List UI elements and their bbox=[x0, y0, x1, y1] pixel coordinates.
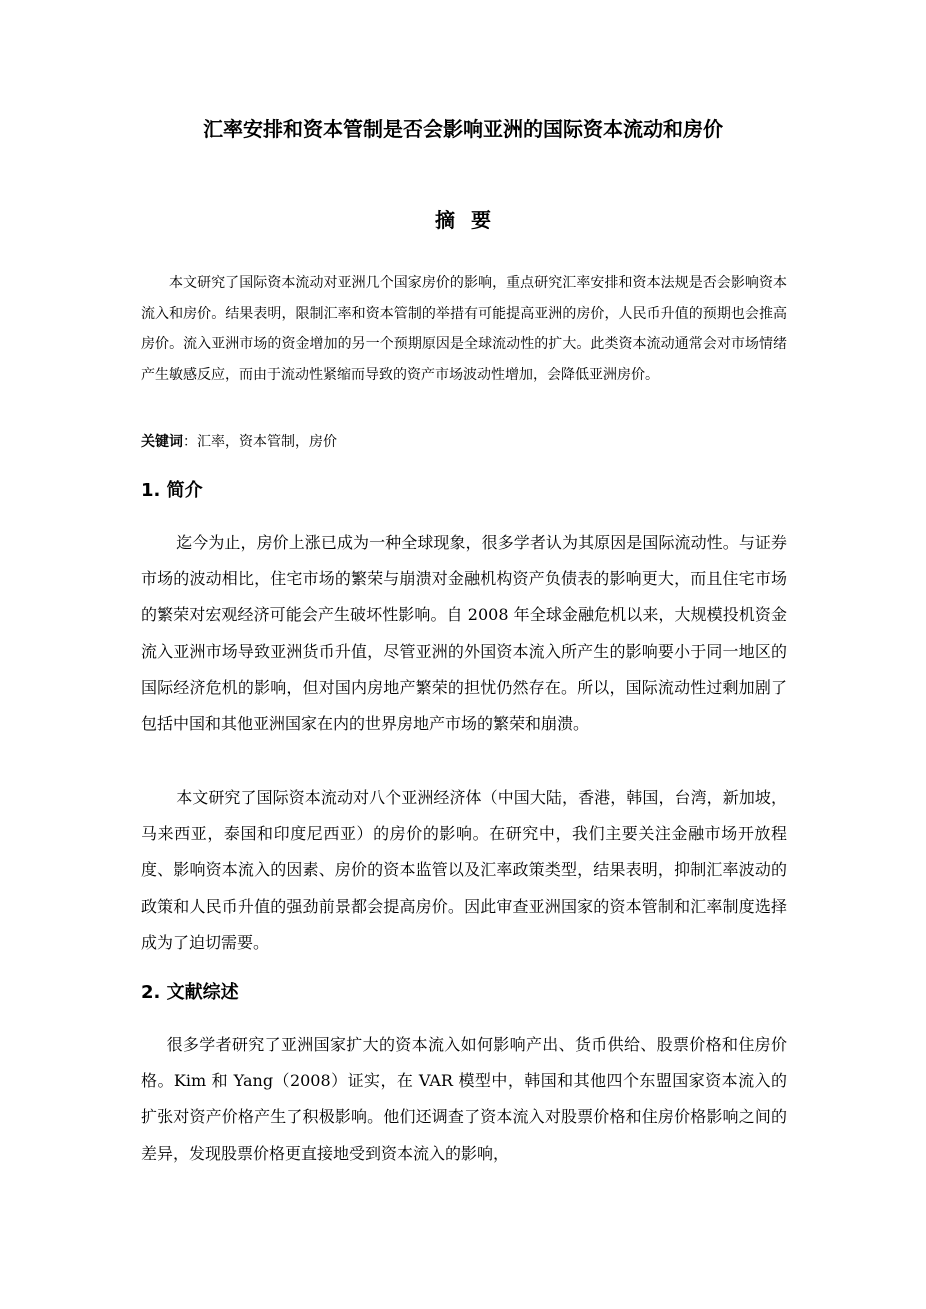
keywords-line bbox=[141, 427, 787, 457]
literature-review-paragraph-1: 很多学者研究了亚洲国家扩大的资本流入如何影响产出、货币供给、股票价格和住房价格。Kim 和 Yang（2008）证实，在 VAR 模型中，韩国和其他四个东盟国家资本流入的扩张对资产价格产生了积极影响。他们还调查了资本流入对股票价格和住房价格影响之间的差异，发现股票价格更直接地受到资本流入的影响， bbox=[141, 1035, 787, 1163]
introduction-paragraph-2: 本文研究了国际资本流动对八个亚洲经济体（中国大陆，香港，韩国，台湾，新加坡，马来西亚，泰国和印度尼西亚）的房价的影响。在研究中，我们主要关注金融市场开放程度、影响资本流入的因素、房价的资本监管以及汇率政策类型，结果表明，抑制汇率波动的政策和人民币升值的强劲前景都会提高房价。因此审查亚洲国家的资本管制和汇率制度选择成为了迫切需要。 bbox=[141, 788, 787, 952]
abstract-body: 本文研究了国际资本流动对亚洲几个国家房价的影响，重点研究汇率安排和资本法规是否会影响资本流入和房价。结果表明，限制汇率和资本管制的举措有可能提高亚洲的房价，人民币升值的预期也会推高房价。流入亚洲市场的资金增加的另一个预期原因是全球流动性的扩大。此类资本流动通常会对市场情绪产生敏感反应，而由于流动性紧缩而导致的资产市场波动性增加，会降低亚洲房价。 bbox=[141, 275, 787, 383]
section-heading-literature-review: 2. 文献综述 bbox=[141, 982, 239, 1003]
introduction-paragraph-1: 迄今为止，房价上涨已成为一种全球现象，很多学者认为其原因是国际流动性。与证券市场的波动相比，住宅市场的繁荣与崩溃对金融机构资产负债表的影响更大，而且住宅市场的繁荣对宏观经济可能会产生破坏性影响。自 2008 年全球金融危机以来，大规模投机资金流入亚洲市场导致亚洲货币升值，尽管亚洲的外国资本流入所产生的影响要小于同一地区的国际经济危机的影响，但对国内房地产繁荣的担忧仍然存在。所以，国际流动性过剩加剧了包括中国和其他亚洲国家在内的世界房地产市场的繁荣和崩溃。 bbox=[141, 533, 787, 734]
section-heading-introduction: 1. 简介 bbox=[141, 480, 203, 501]
keywords-list: ：汇率，资本管制，房价 bbox=[183, 434, 337, 450]
paper-title: 汇率安排和资本管制是否会影响亚洲的国际资本流动和房价 bbox=[203, 117, 723, 141]
keywords-label: 关键词 bbox=[141, 434, 183, 450]
abstract-heading: 摘要 bbox=[435, 208, 507, 232]
